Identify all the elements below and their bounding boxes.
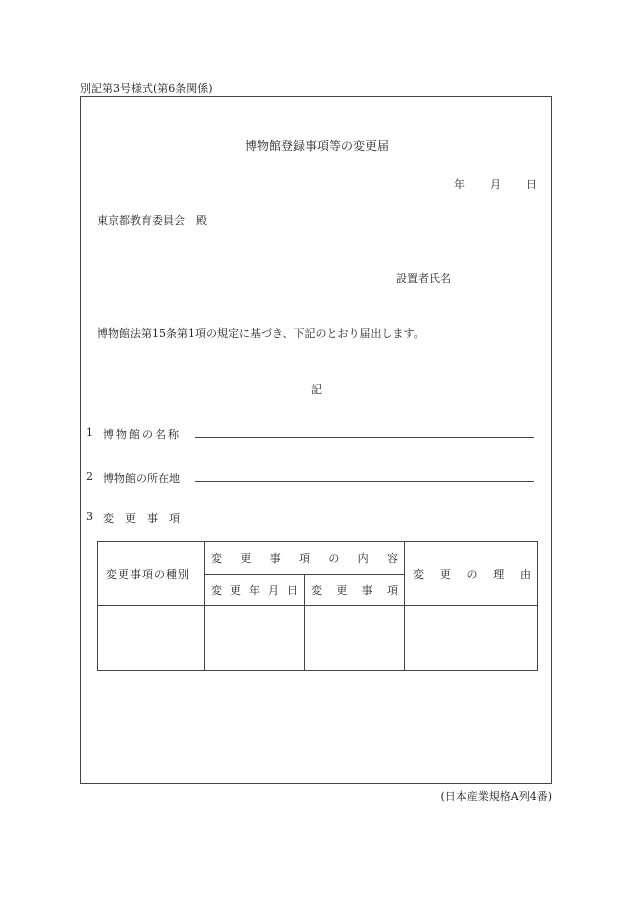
museum-name-field[interactable] [195,437,534,438]
form-title: 博物館登録事項等の変更届 [245,139,390,153]
item-1-number: 1 [86,426,93,439]
cell-change-reason[interactable] [405,606,538,671]
cell-change-kind[interactable] [98,606,205,671]
change-table [97,541,538,671]
date-month: 月 [490,178,501,191]
date-day: 日 [526,178,537,191]
header-change-kind: 変更事項の種別 [98,542,205,606]
cell-change-item[interactable] [305,606,405,671]
date-year: 年 [454,178,465,191]
header-change-date: 変 更 年 月 日 [205,575,305,606]
item-1-label: 博物館の名称 [103,428,181,441]
museum-address-field[interactable] [195,481,534,482]
statement: 博物館法第15条第1項の規定に基づき、下記のとおり届出します。 [97,327,425,340]
form-reference: 別記第3号様式(第6条関係) [80,82,213,95]
header-change-item: 変 更 事 項 [305,575,405,606]
header-change-content: 変 更 事 項 の 内 容 [205,542,405,575]
item-3-label: 変 更 事 項 [103,512,180,525]
applicant-name-label: 設置者氏名 [396,272,451,285]
ki-heading: 記 [311,383,322,396]
header-change-reason: 変 更 の 理 由 [405,542,538,606]
addressee: 東京都教育委員会 殿 [97,214,207,227]
item-3-number: 3 [86,510,93,523]
paper-size-note: (日本産業規格A列4番) [440,790,552,803]
cell-change-date[interactable] [205,606,305,671]
item-2-label: 博物館の所在地 [103,472,180,485]
item-2-number: 2 [86,470,93,483]
